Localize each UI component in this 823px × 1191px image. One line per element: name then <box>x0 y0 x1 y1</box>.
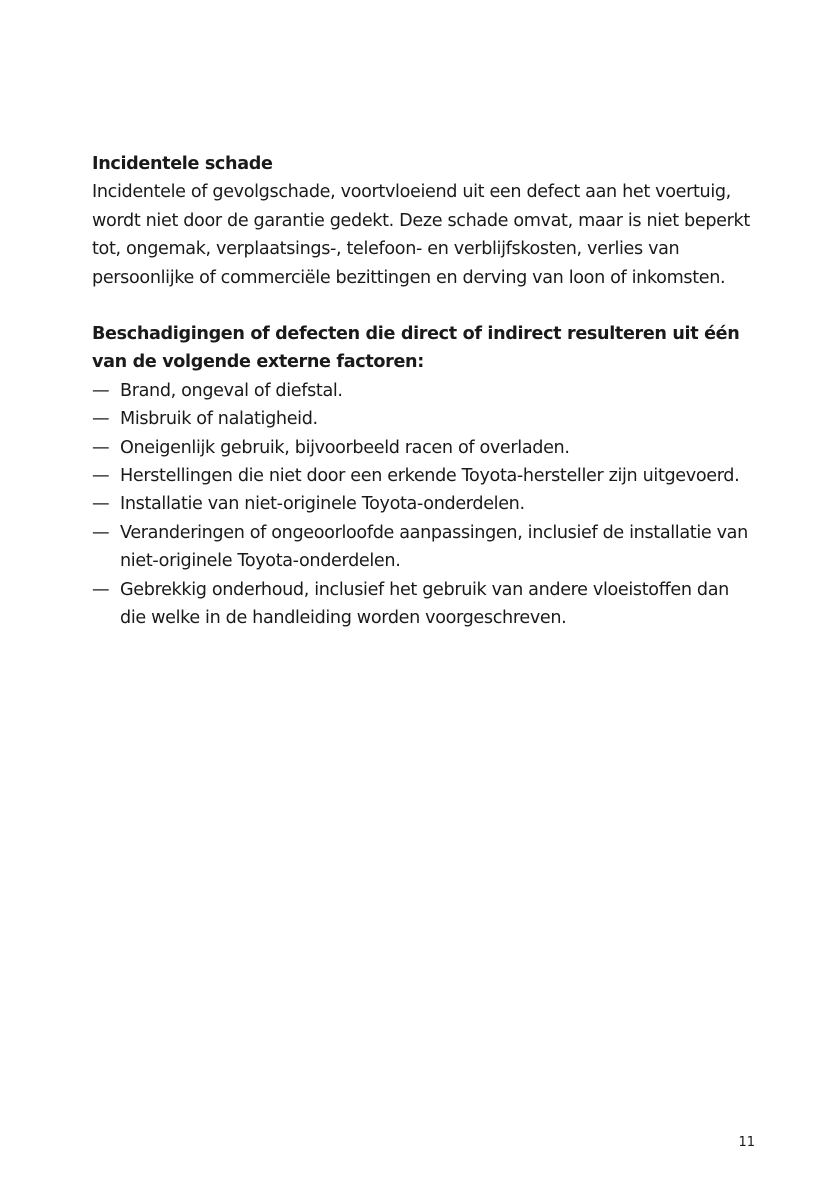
list-item <box>92 576 757 633</box>
dash-bullet: — <box>92 494 110 515</box>
dash-bullet: — <box>92 380 110 401</box>
dash-bullet: — <box>92 466 110 487</box>
section-spacer <box>92 292 757 320</box>
page-number: 11 <box>738 1135 755 1150</box>
list-item-text: Installatie van niet-originele Toyota-onderdelen. <box>120 494 525 515</box>
list-item <box>92 490 757 518</box>
list-item <box>92 377 757 405</box>
list-item <box>92 462 757 490</box>
list-item <box>92 519 757 576</box>
dash-bullet: — <box>92 409 110 430</box>
dash-bullet: — <box>92 522 110 543</box>
external-factors-list <box>92 377 757 633</box>
list-item-text: Brand, ongeval of diefstal. <box>120 380 343 401</box>
list-item-text: Gebrekkig onderhoud, inclusief het gebruik van andere vloeistoffen dan die welke in de handleiding worden voorgeschreven. <box>120 579 729 629</box>
section-heading-external-factors: Beschadigingen of defecten die direct of indirect resulteren uit één van de volgende externe factoren: <box>92 324 740 373</box>
list-item-text: Veranderingen of ongeoorloofde aanpassingen, inclusief de installatie van niet-originele Toyota-onderdelen. <box>120 522 748 572</box>
list-item-text: Herstellingen die niet door een erkende Toyota-hersteller zijn uitgevoerd. <box>120 466 740 487</box>
dash-bullet: — <box>92 437 110 458</box>
list-item-text: Oneigenlijk gebruik, bijvoorbeeld racen of overladen. <box>120 437 570 458</box>
list-item-text: Misbruik of nalatigheid. <box>120 409 318 430</box>
page-content <box>92 150 757 633</box>
section-heading-incidental-damage: Incidentele schade <box>92 154 273 174</box>
section-body-incidental-damage: Incidentele of gevolgschade, voortvloeiend uit een defect aan het voertuig, wordt niet door de garantie gedekt. Deze schade omvat, maar is niet beperkt tot, ongemak, verplaatsings-, telefoon- en verblijfskosten, verlies van persoonlijke of commerciële bezittingen en derving van loon of inkomsten. <box>92 182 750 288</box>
list-item <box>92 434 757 462</box>
list-item <box>92 405 757 433</box>
dash-bullet: — <box>92 579 110 600</box>
